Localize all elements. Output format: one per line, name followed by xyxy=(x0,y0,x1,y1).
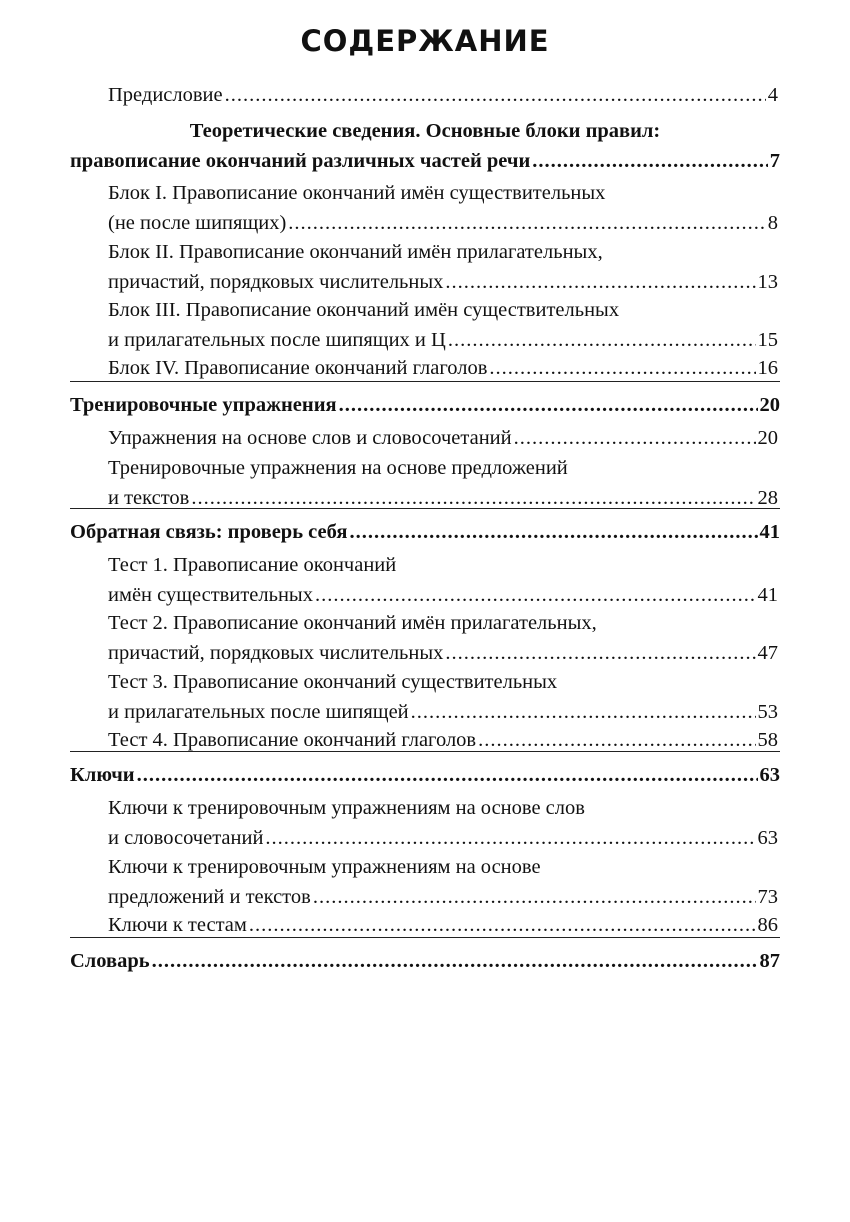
page-number: 86 xyxy=(757,914,778,936)
page-number: 20 xyxy=(759,394,780,416)
toc-entry-text: Тренировочные упражнения xyxy=(70,394,337,416)
toc-entry-text: Блок IV. Правописание окончаний глаголов xyxy=(108,357,488,379)
page-number: 63 xyxy=(759,764,780,786)
toc-entry-text: Тренировочные упражнения на основе предложений xyxy=(108,457,568,479)
dot-leader xyxy=(152,946,758,976)
page-number: 53 xyxy=(757,700,778,723)
dot-leader xyxy=(313,882,756,912)
toc-entry-text: Ключи к тренировочным упражнениям на основе слов xyxy=(108,797,585,819)
dot-leader xyxy=(349,517,757,547)
toc-entry-text: Теоретические сведения. Основные блоки правил: xyxy=(189,120,661,142)
section-divider xyxy=(70,508,780,509)
dot-leader xyxy=(288,208,765,238)
dot-leader xyxy=(411,697,756,727)
toc-entry-text: и прилагательных после шипящей xyxy=(108,700,409,723)
page-number: 41 xyxy=(757,583,778,606)
toc-entry-text: Тест 1. Правописание окончаний xyxy=(108,554,397,576)
section-divider xyxy=(70,751,780,752)
toc-entry-text: Ключи к тренировочным упражнениям на основе xyxy=(108,856,541,878)
page-number: 20 xyxy=(757,427,778,449)
toc-entry-text: и прилагательных после шипящих и Ц xyxy=(108,328,446,351)
page-number: 47 xyxy=(757,641,778,664)
toc-entry-text: Словарь xyxy=(70,950,150,972)
page-title: СОДЕРЖАНИЕ xyxy=(300,24,550,58)
toc-entry-text: (не после шипящих) xyxy=(108,211,287,234)
toc-entry-text: и словосочетаний xyxy=(108,826,264,849)
page-number: 7 xyxy=(769,149,780,172)
page-number: 15 xyxy=(757,328,778,351)
toc-entry-text: Тест 2. Правописание окончаний имён прилагательных, xyxy=(108,612,597,634)
dot-leader xyxy=(514,423,756,453)
page-number: 87 xyxy=(759,950,780,972)
toc-entry-text: и текстов xyxy=(108,486,190,509)
page-number: 41 xyxy=(759,521,780,543)
toc-entry-text: Тест 3. Правописание окончаний существительных xyxy=(108,671,558,693)
toc-entry-text: Ключи xyxy=(70,764,135,786)
dot-leader xyxy=(137,760,758,790)
toc-entry-text: Упражнения на основе слов и словосочетаний xyxy=(108,427,512,449)
toc-entry-text: Обратная связь: проверь себя xyxy=(70,521,348,543)
dot-leader xyxy=(445,638,755,668)
toc-entry-text: предложений и текстов xyxy=(108,885,311,908)
dot-leader xyxy=(265,823,755,853)
section-divider xyxy=(70,937,780,938)
dot-leader xyxy=(489,353,755,383)
page-number: 8 xyxy=(767,211,778,234)
toc-entry-text: Тест 4. Правописание окончаний глаголов xyxy=(108,729,477,751)
toc-entry-text: Блок II. Правописание окончаний имён прилагательных, xyxy=(108,241,603,263)
toc-entry-text: причастий, порядковых числительных xyxy=(108,641,444,664)
dot-leader xyxy=(532,146,767,176)
page-number: 4 xyxy=(767,84,778,106)
dot-leader xyxy=(249,910,756,940)
toc-entry-text: Блок I. Правописание окончаний имён существительных xyxy=(108,182,606,204)
toc-entry-text: имён существительных xyxy=(108,583,313,606)
page-number: 73 xyxy=(757,885,778,908)
toc-entry-text: причастий, порядковых числительных xyxy=(108,270,444,293)
dot-leader xyxy=(315,580,756,610)
page-number: 16 xyxy=(757,357,778,379)
page-number: 63 xyxy=(757,826,778,849)
section-divider xyxy=(70,381,780,382)
page-number: 58 xyxy=(757,729,778,751)
toc-entry-text: Предисловие xyxy=(108,84,223,106)
dot-leader xyxy=(448,325,756,355)
dot-leader xyxy=(225,80,766,110)
page-number: 28 xyxy=(757,486,778,509)
toc-entry-text: Ключи к тестам xyxy=(108,914,247,936)
dot-leader xyxy=(445,267,755,297)
toc-entry-text: Блок III. Правописание окончаний имён существительных xyxy=(108,299,620,321)
toc-entry-text: правописание окончаний различных частей речи xyxy=(70,149,531,172)
dot-leader xyxy=(339,390,758,420)
page-number: 13 xyxy=(757,270,778,293)
